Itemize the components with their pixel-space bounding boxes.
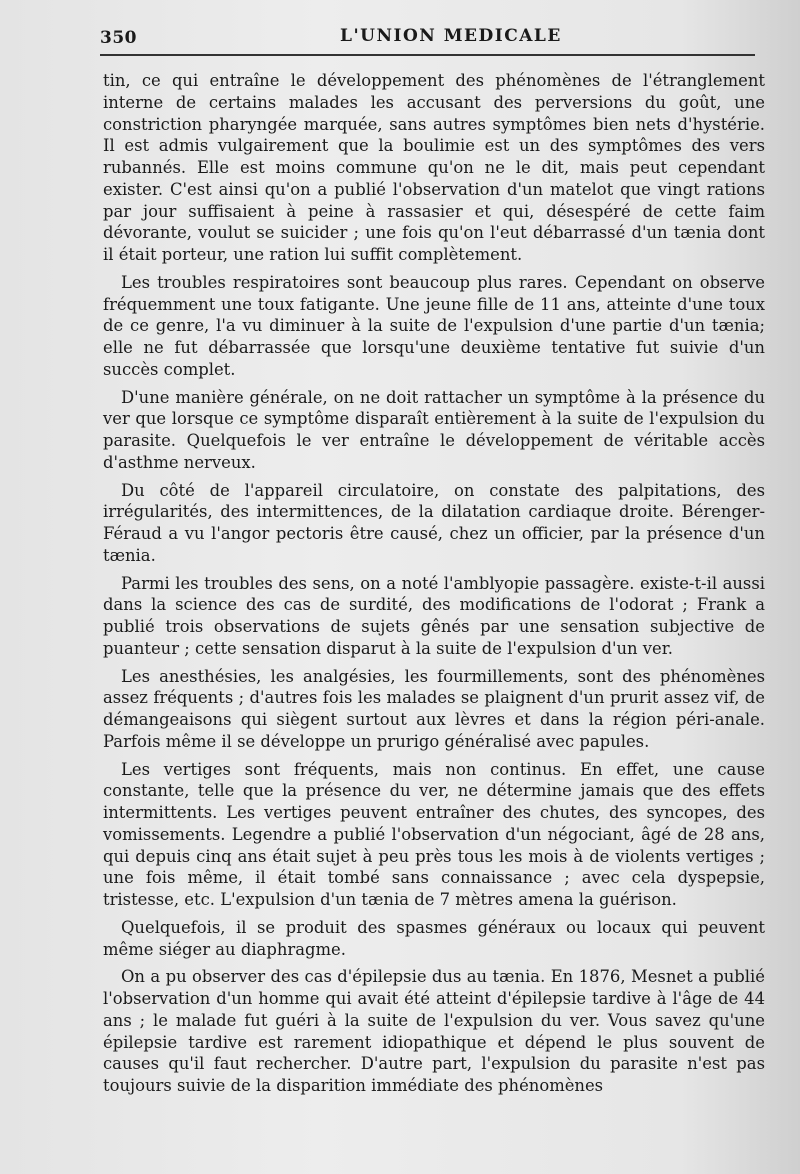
paragraph: D'une manière générale, on ne doit rattacher un symptôme à la présence du ver que lorsque ce symptôme disparaît entièrement à la suite de l'expulsion du parasite. Quelquefois le ver entraîne le développement de véritable accès d'asthme nerveux. xyxy=(103,387,765,472)
header-rule xyxy=(100,54,755,56)
page-header xyxy=(100,24,755,54)
paragraph: Les vertiges sont fréquents, mais non continus. En effet, une cause constante, telle que la présence du ver, ne détermine jamais que des effets intermittents. Les vertiges peuvent entraîner des chutes, des syncopes, des vomissements. Legendre a publié l'observation d'un négociant, âgé de 28 ans, qui depuis cinq ans était sujet à peu près tous les mois à de violents vertiges ; une fois même, il était tombé sans connaissance ; avec cela dyspepsie, tristesse, etc. L'expulsion d'un tænia de 7 mètres amena la guérison. xyxy=(103,759,765,909)
paragraph: Du côté de l'appareil circulatoire, on constate des palpitations, des irrégularités, des intermittences, de la dilatation cardiaque droite. Bérenger-Féraud a vu l'angor pectoris être causé, chez un officier, par la présence d'un tænia. xyxy=(103,480,765,565)
running-title: L'UNION MEDICALE xyxy=(340,26,562,46)
article-body xyxy=(103,70,765,1103)
paragraph: Les anesthésies, les analgésies, les fourmillements, sont des phénomènes assez fréquents ; d'autres fois les malades se plaignent d'un prurit assez vif, de démangeaisons qui siègent surtout aux lèvres et dans la région péri-anale. Parfois même il se développe un prurigo généralisé avec papules. xyxy=(103,666,765,751)
page-number: 350 xyxy=(100,28,137,48)
paragraph: On a pu observer des cas d'épilepsie dus au tænia. En 1876, Mesnet a publié l'observation d'un homme qui avait été atteint d'épilepsie tardive à l'âge de 44 ans ; le malade fut guéri à la suite de l'expulsion du ver. Vous savez qu'une épilepsie tardive est rarement idiopathique et dépend le plus souvent de causes qu'il faut rechercher. D'autre part, l'expulsion du parasite n'est pas toujours suivie de la disparition immédiate des phénomènes xyxy=(103,967,765,1095)
paragraph: tin, ce qui entraîne le développement des phénomènes de l'étranglement interne de certains malades les accusant des perversions du goût, une constriction pharyngée marquée, sans autres symptômes bien nets d'hystérie. Il est admis vulgairement que la boulimie est un des symptômes des vers rubannés. Elle est moins commune qu'on ne le dit, mais peut cependant exister. C'est ainsi qu'on a publié l'observation d'un matelot que vingt rations par jour suffisaient à peine à rassasier et qui, désespéré de cette faim dévorante, voulut se suicider ; une fois qu'on l'eut débarrassé d'un tænia dont il était porteur, une ration lui suffit complètement. xyxy=(103,71,765,264)
paragraph: Les troubles respiratoires sont beaucoup plus rares. Cependant on observe fréquemment une toux fatigante. Une jeune fille de 11 ans, atteinte d'une toux de ce genre, l'a vu diminuer à la suite de l'expulsion d'une partie d'un tænia; elle ne fut débarrassée que lorsqu'une deuxième tentative fut suivie d'un succès complet. xyxy=(103,272,765,379)
paragraph: Parmi les troubles des sens, on a noté l'amblyopie passagère. existe-t-il aussi dans la science des cas de surdité, des modifications de l'odorat ; Frank a publié trois observations de sujets gênés par une sensation subjective de puanteur ; cette sensation disparut à la suite de l'expulsion d'un ver. xyxy=(103,573,765,658)
paragraph: Quelquefois, il se produit des spasmes généraux ou locaux qui peuvent même siéger au diaphragme. xyxy=(103,917,765,959)
